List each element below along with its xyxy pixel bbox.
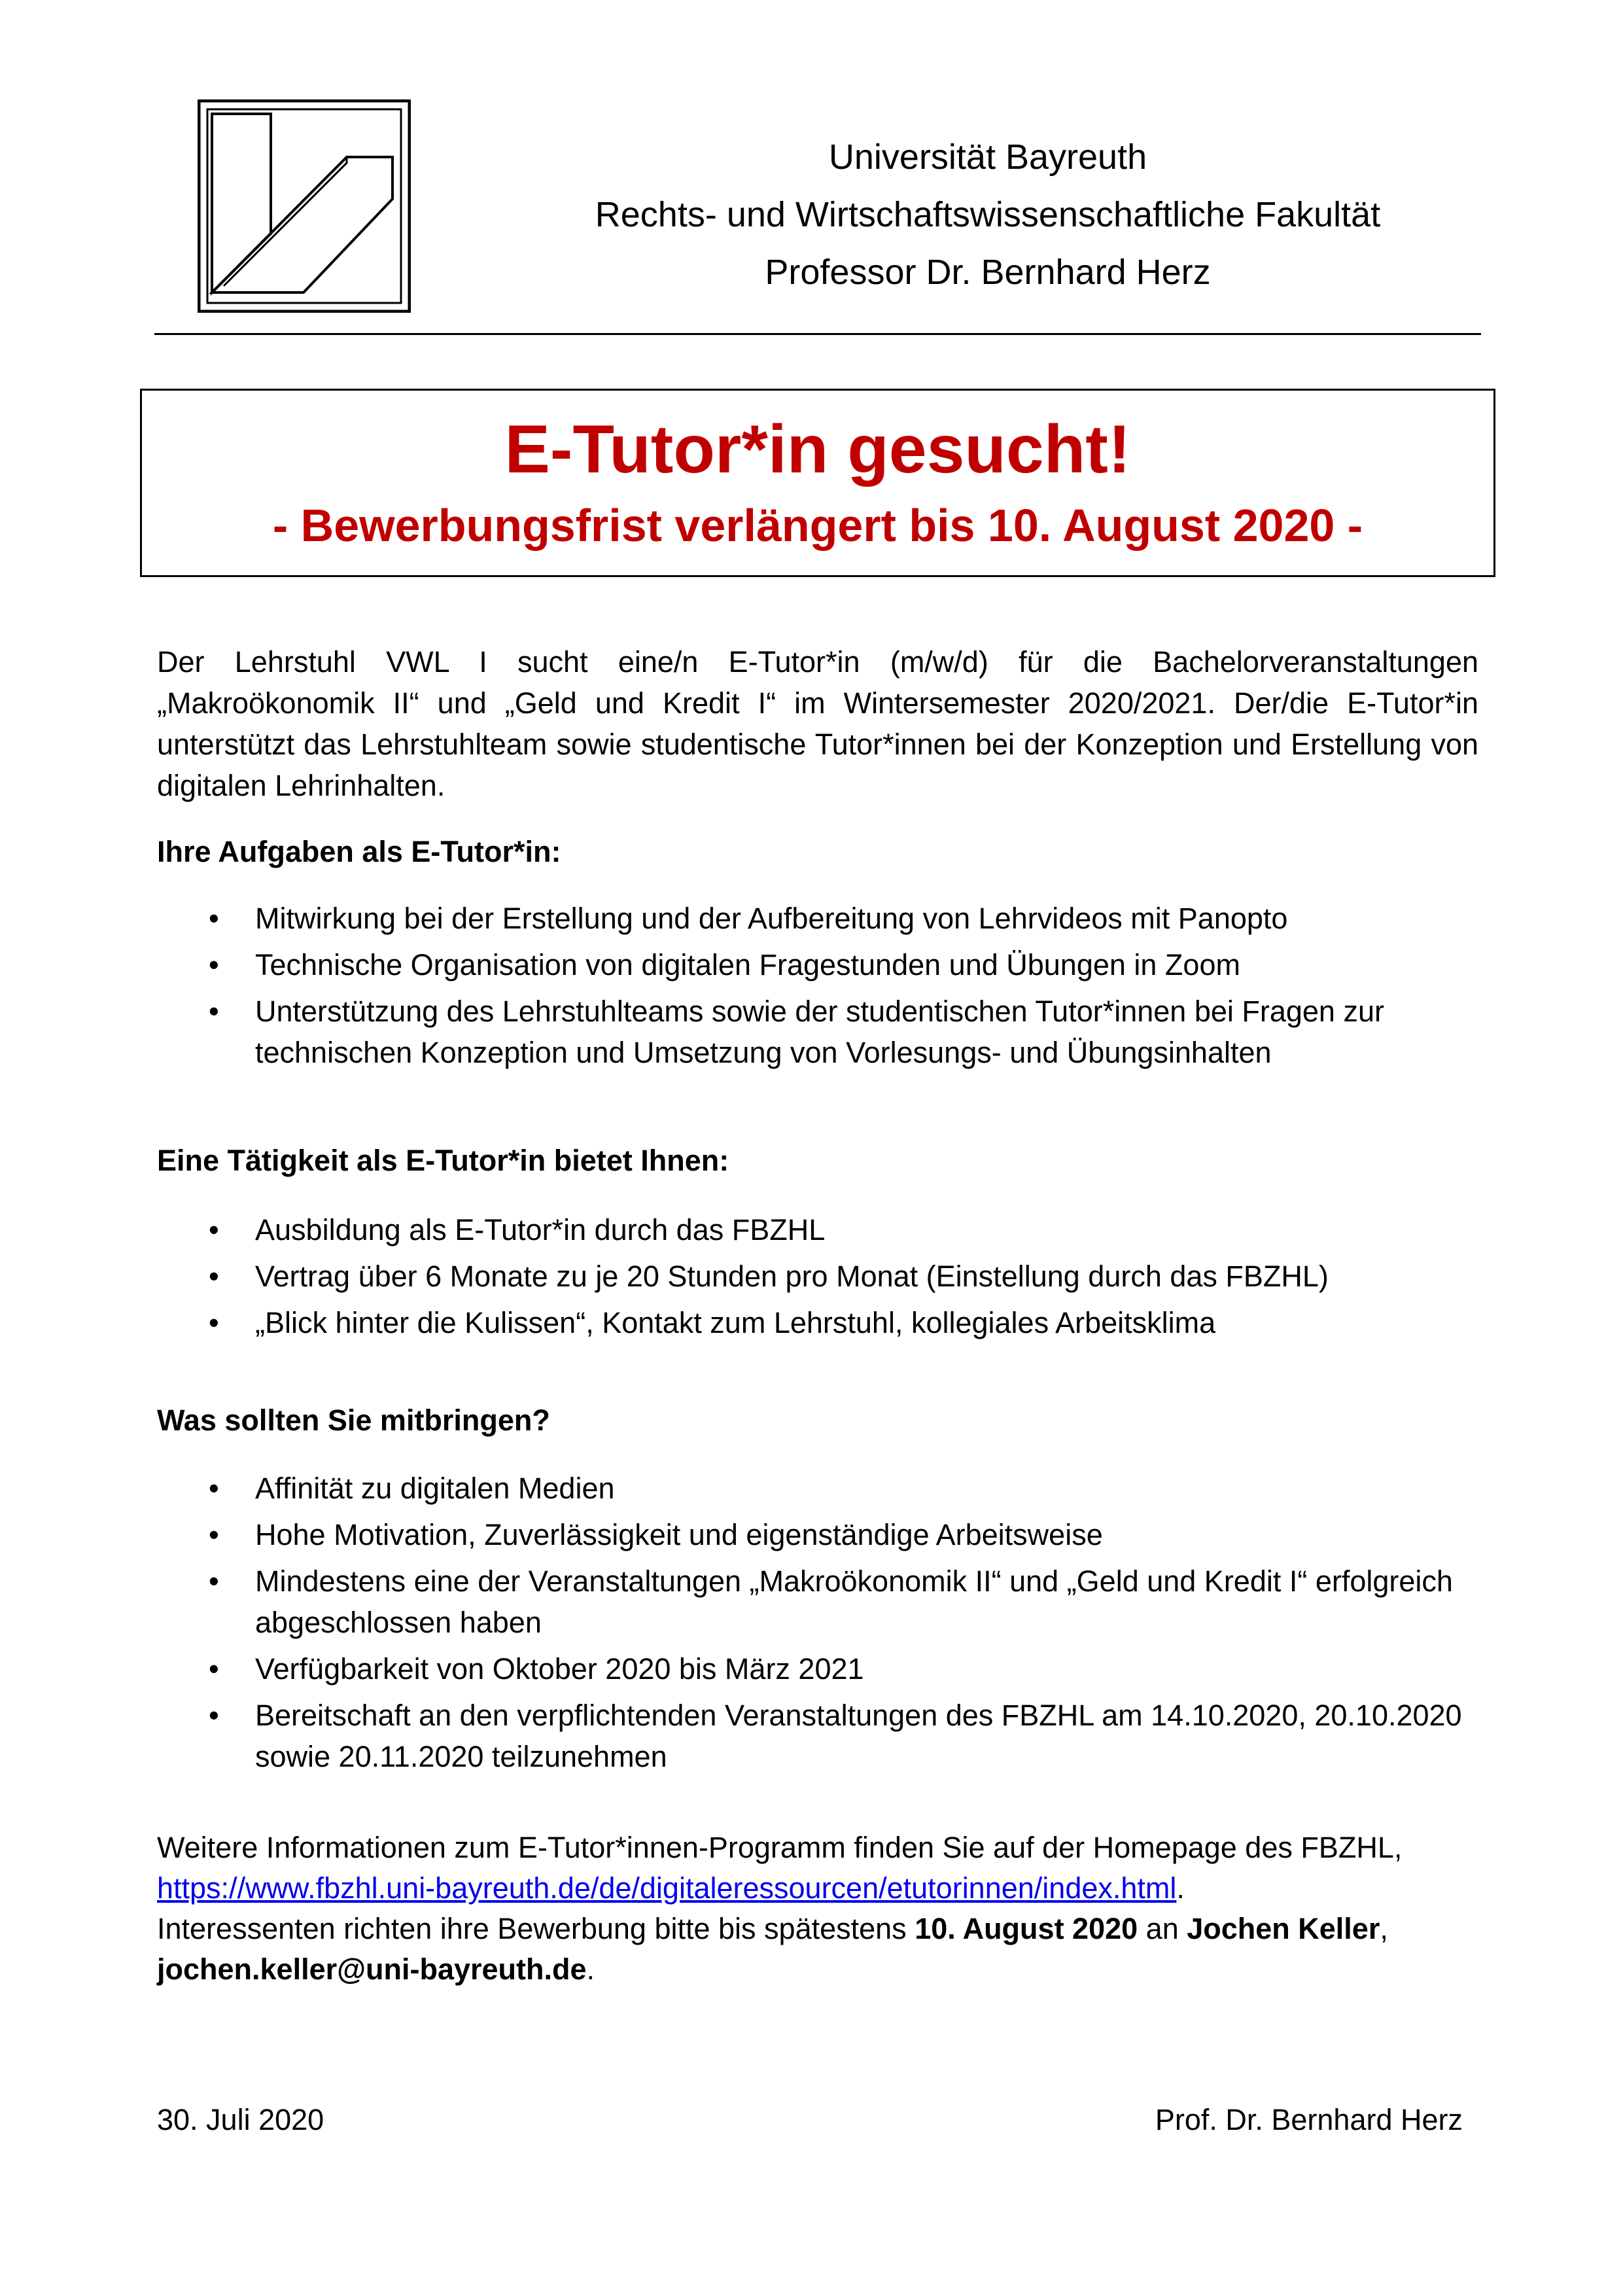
bullet-icon: •	[209, 995, 219, 1028]
header-divider	[154, 333, 1481, 335]
list-item: • Hohe Motivation, Zuverlässigkeit und eigenständige Arbeitsweise	[157, 1514, 1478, 1555]
info-text: Weitere Informationen zum E-Tutor*innen-Programm finden Sie auf der Homepage des FBZHL,	[157, 1831, 1403, 1864]
bullet-icon: •	[209, 1306, 219, 1339]
closing-paragraph: Weitere Informationen zum E-Tutor*innen-Programm finden Sie auf der Homepage des FBZHL, https://www.fbzhl.uni-bayreuth.de/de/digitaleressourcen/etutorinnen/index.html. Interessenten richten ihre Bewerbung bitte bis spätestens 10. August 2020 an Jochen Keller, jochen.keller@uni-bayreuth.de.	[157, 1828, 1492, 1990]
application-deadline: 10. August 2020	[915, 1912, 1138, 1945]
deadline-subtitle: - Bewerbungsfrist verlängert bis 10. August 2020 -	[272, 500, 1363, 551]
university-logo	[198, 99, 411, 313]
section-heading-benefits: Eine Tätigkeit als E-Tutor*in bietet Ihnen:	[157, 1144, 729, 1177]
bullet-icon: •	[209, 1518, 219, 1551]
bullet-icon: •	[209, 1652, 219, 1686]
list-item: • Bereitschaft an den verpflichtenden Veranstaltungen des FBZHL am 14.10.2020, 20.10.2020 sowie 20.11.2020 teilzunehmen	[157, 1695, 1478, 1777]
bullet-icon: •	[209, 1260, 219, 1293]
university-name: Universität Bayreuth	[828, 137, 1147, 177]
section-heading-requirements: Was sollten Sie mitbringen?	[157, 1404, 550, 1437]
letterhead	[419, 128, 1557, 301]
list-item: • „Blick hinter die Kulissen“, Kontakt zum Lehrstuhl, kollegiales Arbeitsklima	[157, 1302, 1478, 1343]
list-item: • Mitwirkung bei der Erstellung und der Aufbereitung von Lehrvideos mit Panopto	[157, 898, 1478, 939]
section-heading-tasks: Ihre Aufgaben als E-Tutor*in:	[157, 835, 561, 868]
benefit-list	[157, 1209, 1478, 1349]
list-item: • Affinität zu digitalen Medien	[157, 1468, 1478, 1509]
contact-name: Jochen Keller	[1187, 1912, 1380, 1945]
list-item: • Verfügbarkeit von Oktober 2020 bis März 2021	[157, 1648, 1478, 1689]
bullet-icon: •	[209, 902, 219, 935]
title-box	[140, 389, 1495, 577]
bullet-icon: •	[209, 1564, 219, 1598]
bullet-icon: •	[209, 1699, 219, 1732]
signature: Prof. Dr. Bernhard Herz	[1155, 2103, 1463, 2136]
bullet-icon: •	[209, 948, 219, 981]
fbzhl-link[interactable]: https://www.fbzhl.uni-bayreuth.de/de/digitaleressourcen/etutorinnen/index.html	[157, 1871, 1177, 1905]
intro-paragraph: Der Lehrstuhl VWL I sucht eine/n E-Tutor*in (m/w/d) für die Bachelorveranstaltungen „Makroökonomik II“ und „Geld und Kredit I“ im Wintersemester 2020/2021. Der/die E-Tutor*in unterstützt das Lehrstuhlteam sowie studentische Tutor*innen bei der Konzeption und Erstellung von digitalen Lehrinhalten.	[157, 645, 1478, 802]
bullet-icon: •	[209, 1213, 219, 1246]
task-list	[157, 898, 1478, 1078]
list-item: • Mindestens eine der Veranstaltungen „Makroökonomik II“ und „Geld und Kredit I“ erfolgreich abgeschlossen haben	[157, 1561, 1478, 1643]
list-item: • Unterstützung des Lehrstuhlteams sowie der studentischen Tutor*innen bei Fragen zur technischen Konzeption und Umsetzung von Vorlesungs- und Übungsinhalten	[157, 991, 1478, 1073]
list-item: • Vertrag über 6 Monate zu je 20 Stunden pro Monat (Einstellung durch das FBZHL)	[157, 1256, 1478, 1297]
document-date: 30. Juli 2020	[157, 2103, 324, 2136]
requirement-list	[157, 1468, 1478, 1782]
contact-email[interactable]: jochen.keller@uni-bayreuth.de	[157, 1952, 587, 1986]
professor-name: Professor Dr. Bernhard Herz	[765, 253, 1211, 292]
bullet-icon: •	[209, 1472, 219, 1505]
list-item: • Technische Organisation von digitalen Fragestunden und Übungen in Zoom	[157, 944, 1478, 985]
list-item: • Ausbildung als E-Tutor*in durch das FBZHL	[157, 1209, 1478, 1250]
page-title: E-Tutor*in gesucht!	[504, 412, 1131, 487]
faculty-name: Rechts- und Wirtschaftswissenschaftliche Fakultät	[595, 195, 1381, 234]
